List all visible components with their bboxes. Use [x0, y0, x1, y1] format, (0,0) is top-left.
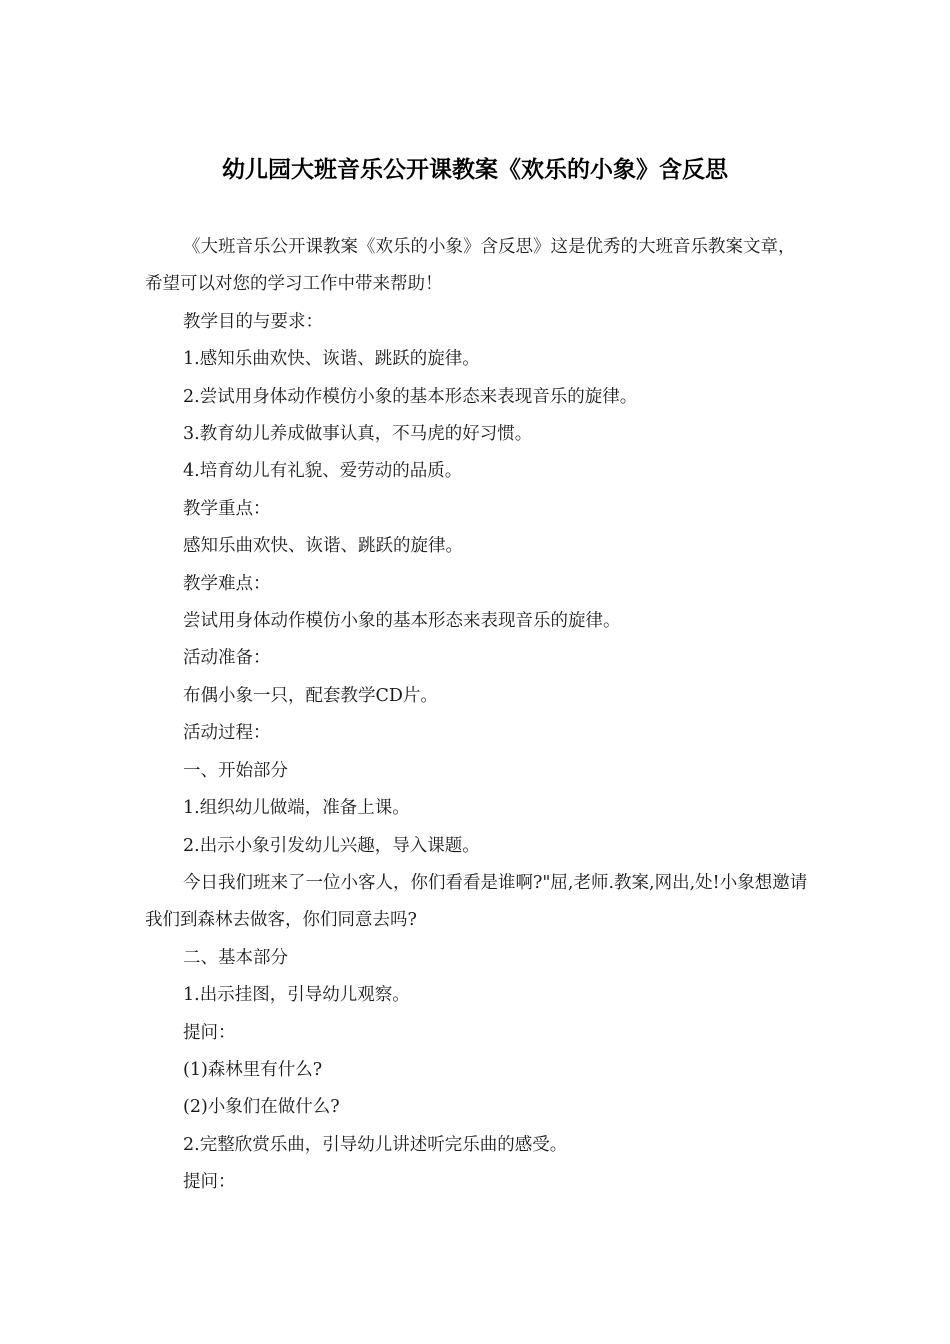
process-item: 1.出示挂图，引导幼儿观察。: [183, 985, 410, 1006]
question-item: (1)森林里有什么?: [183, 1059, 323, 1080]
process-item: 1.组织幼儿做端，准备上课。: [183, 798, 410, 819]
heading-teaching-goals: 教学目的与要求：: [183, 311, 323, 332]
document-body: [145, 229, 810, 1202]
key-point-text: 感知乐曲欢快、诙谐、跳跃的旋律。: [183, 536, 463, 557]
section-heading-main: 二、基本部分: [183, 947, 288, 968]
difficulty-text: 尝试用身体动作模仿小象的基本形态来表现音乐的旋律。: [183, 611, 621, 632]
heading-key-points: 教学重点：: [183, 498, 271, 519]
goal-item: 2.尝试用身体动作模仿小象的基本形态来表现音乐的旋律。: [183, 386, 638, 407]
process-item: 2.出示小象引发幼儿兴趣，导入课题。: [183, 835, 480, 856]
paragraph-intro: 《大班音乐公开课教案《欢乐的小象》含反思》这是优秀的大班音乐教案文章，希望可以对您的学习工作中带来帮助！: [145, 237, 796, 295]
question-item: (2)小象们在做什么?: [183, 1097, 340, 1118]
preparation-text: 布偶小象一只，配套教学CD片。: [183, 685, 438, 706]
goal-item: 3.教育幼儿养成做事认真，不马虎的好习惯。: [183, 424, 533, 445]
goal-item: 4.培育幼儿有礼貌、爱劳动的品质。: [183, 461, 463, 482]
process-item: 2.完整欣赏乐曲，引导幼儿讲述听完乐曲的感受。: [183, 1134, 568, 1155]
heading-preparation: 活动准备：: [183, 648, 271, 669]
question-label: 提问：: [183, 1172, 236, 1193]
question-label: 提问：: [183, 1022, 236, 1043]
document-title: 幼儿园大班音乐公开课教案《欢乐的小象》含反思: [222, 157, 728, 183]
heading-process: 活动过程：: [183, 723, 271, 744]
section-heading-opening: 一、开始部分: [183, 760, 288, 781]
goal-item: 1.感知乐曲欢快、诙谐、跳跃的旋律。: [183, 349, 480, 370]
dialogue-paragraph: 今日我们班来了一位小客人，你们看看是谁啊?"屈,老师.教案,网出,处!小象想邀请我们到森林去做客，你们同意去吗?: [145, 872, 808, 931]
heading-difficulties: 教学难点：: [183, 573, 271, 594]
